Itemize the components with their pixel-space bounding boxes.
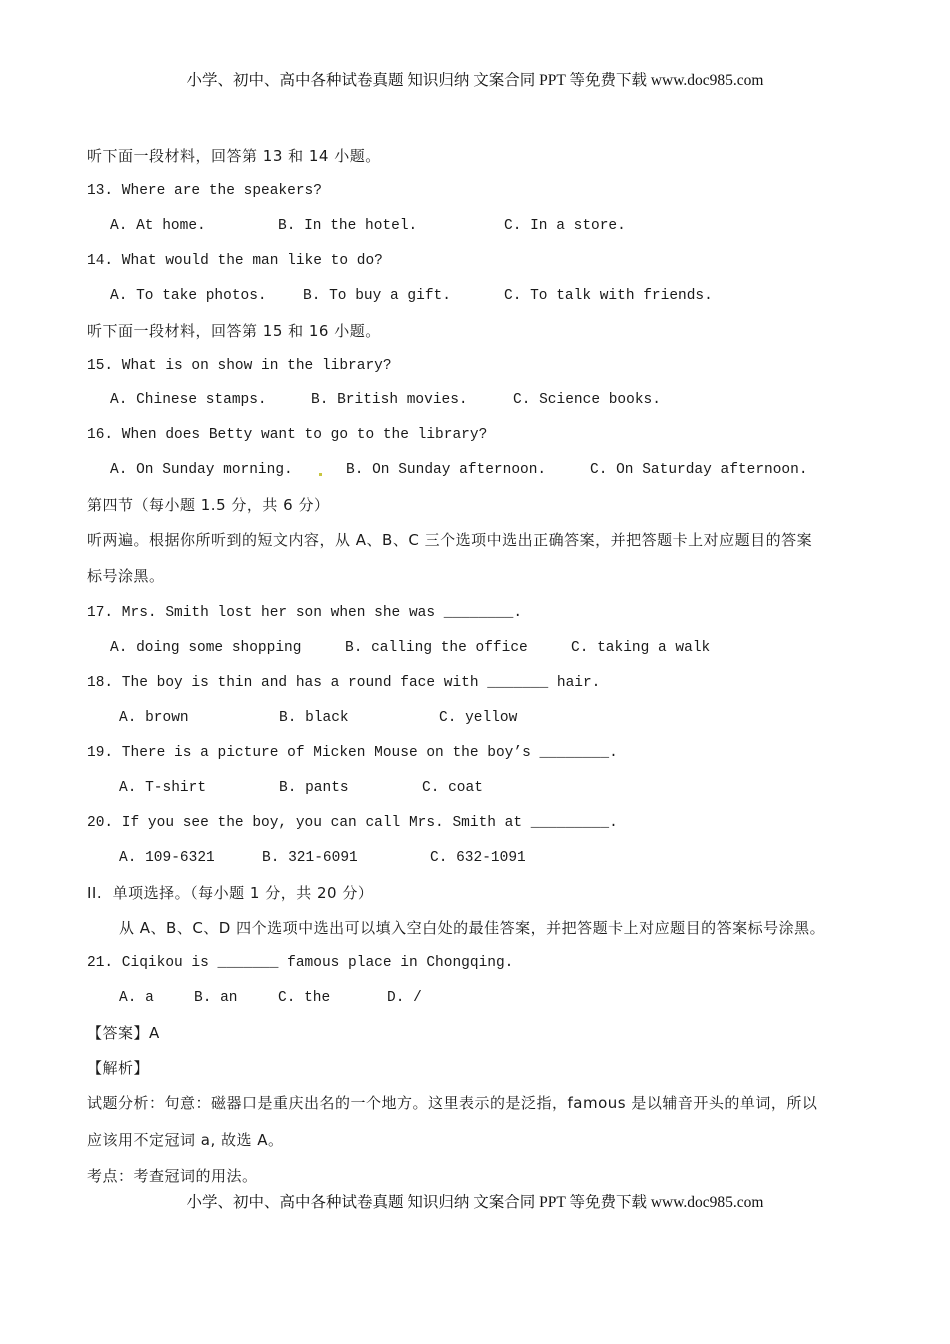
question-13-option-c: C. In a store.: [504, 218, 626, 234]
question-15-option-c: C. Science books.: [513, 392, 661, 408]
question-16-option-b: B. On Sunday afternoon.: [346, 462, 547, 478]
question-18-option-a: A. brown: [119, 710, 189, 726]
question-20-option-a: A. 109-6321: [119, 850, 215, 866]
question-14-option-c: C. To talk with friends.: [504, 288, 713, 304]
question-18-option-b: B. black: [279, 710, 349, 726]
question-17-option-c: C. taking a walk: [571, 640, 711, 656]
question-18-stem: 18. The boy is thin and has a round face with _______ hair.: [87, 675, 601, 691]
stray-mark: [319, 473, 322, 476]
question-14-option-b: B. To buy a gift.: [303, 288, 451, 304]
question-15-option-a: A. Chinese stamps.: [110, 392, 267, 408]
part-4-instructions-line-2: 标号涂黑。: [87, 567, 165, 585]
question-21-option-a: A. a: [119, 990, 154, 1006]
part-2-title: II. 单项选择。（每小题 1 分，共 20 分）: [87, 884, 374, 902]
section-intro-15-16: 听下面一段材料，回答第 15 和 16 小题。: [87, 322, 381, 340]
question-21-option-b: B. an: [194, 990, 238, 1006]
exam-point: 考点：考查冠词的用法。: [87, 1167, 258, 1185]
question-17-stem: 17. Mrs. Smith lost her son when she was ________.: [87, 605, 523, 621]
question-13-option-b: B. In the hotel.: [278, 218, 418, 234]
page-header: 小学、初中、高中各种试卷真题 知识归纳 文案合同 PPT 等免费下载 www.doc985.com: [186, 72, 764, 89]
question-16-option-a: A. On Sunday morning.: [110, 462, 293, 478]
question-20-stem: 20. If you see the boy, you can call Mrs. Smith at _________.: [87, 815, 618, 831]
page-footer: 小学、初中、高中各种试卷真题 知识归纳 文案合同 PPT 等免费下载 www.doc985.com: [186, 1194, 764, 1211]
question-16-stem: 16. When does Betty want to go to the library?: [87, 427, 488, 443]
question-17-option-a: A. doing some shopping: [110, 640, 302, 656]
analysis-line-2: 应该用不定冠词 a, 故选 A。: [87, 1131, 284, 1149]
part-4-instructions-line-1: 听两遍。根据你所听到的短文内容，从 A、B、C 三个选项中选出正确答案，并把答题卡上对应题目的答案: [87, 531, 813, 549]
question-20-option-c: C. 632-1091: [430, 850, 526, 866]
question-18-option-c: C. yellow: [439, 710, 518, 726]
question-17-option-b: B. calling the office: [345, 640, 528, 656]
question-19-option-b: B. pants: [279, 780, 349, 796]
part-4-title: 第四节（每小题 1.5 分，共 6 分）: [87, 496, 330, 514]
question-21-option-c: C. the: [278, 990, 331, 1006]
question-15-stem: 15. What is on show in the library?: [87, 358, 392, 374]
question-21-option-d: D. /: [387, 990, 422, 1006]
question-21-stem: 21. Ciqikou is _______ famous place in Chongqing.: [87, 955, 514, 971]
question-20-option-b: B. 321-6091: [262, 850, 358, 866]
answer-label: 【答案】A: [87, 1024, 160, 1042]
part-2-instructions: 从 A、B、C、D 四个选项中选出可以填入空白处的最佳答案，并把答题卡上对应题目的答案标号涂黑。: [119, 919, 826, 937]
question-16-option-c: C. On Saturday afternoon.: [590, 462, 808, 478]
question-19-option-a: A. T-shirt: [119, 780, 207, 796]
analysis-line-1: 试题分析：句意：磁器口是重庆出名的一个地方。这里表示的是泛指，famous 是以辅音开头的单词，所以: [87, 1094, 818, 1112]
question-15-option-b: B. British movies.: [311, 392, 468, 408]
analysis-label: 【解析】: [87, 1059, 150, 1077]
question-13-option-a: A. At home.: [110, 218, 206, 234]
section-intro-13-14: 听下面一段材料，回答第 13 和 14 小题。: [87, 147, 381, 165]
question-14-option-a: A. To take photos.: [110, 288, 267, 304]
question-19-stem: 19. There is a picture of Micken Mouse on the boy’s ________.: [87, 745, 618, 761]
question-14-stem: 14. What would the man like to do?: [87, 253, 383, 269]
question-13-stem: 13. Where are the speakers?: [87, 183, 322, 199]
question-19-option-c: C. coat: [422, 780, 483, 796]
